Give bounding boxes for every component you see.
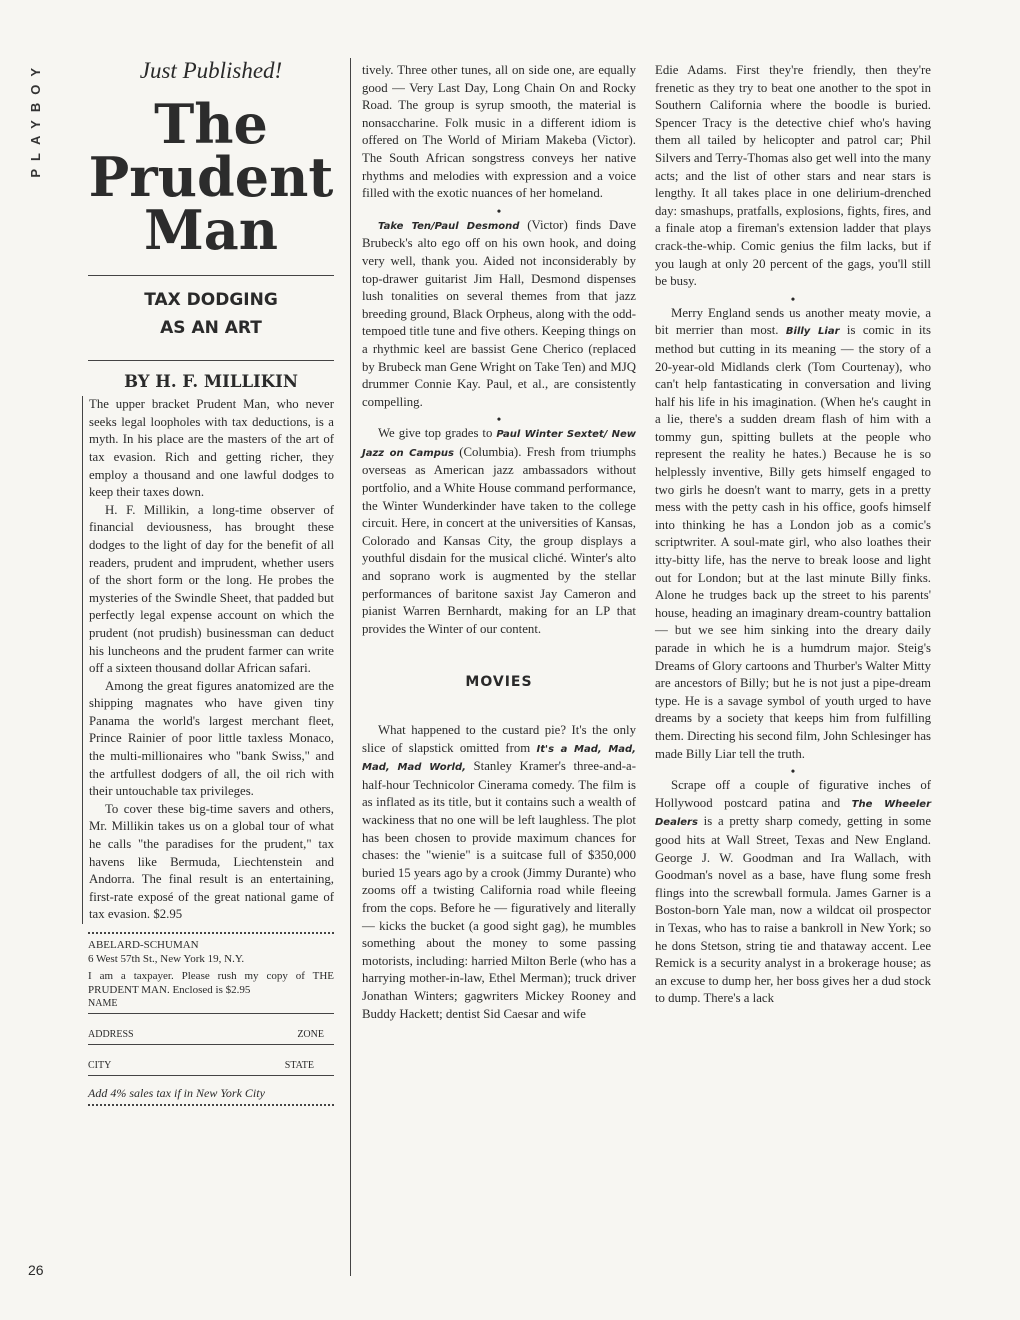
order-coupon <box>88 932 334 1106</box>
separator-dot: • <box>496 203 502 218</box>
review-text: Stanley Kramer's three-and-a-half-hour Technicolor Cinerama comedy. The film is as inflated as its title, but it contains such a wealth of wackiness that no one will be left laughless. The plot has been chosen to provide maximum chances for chases: the "wienie" is a suitcase full of $350,000 buried 15 years ago by a crook (Jimmy Durante) who zooms off a twisting California road while fleeing from the cops. Before he — figuratively and literally — kicks the bucket (a good sight gag), he mumbles something about the money to some passing motorists, including: harried Milton Berle (who has a harrying mother-in-law, Ethel Merman); truck driver Jonathan Winters; gagwriters Mickey Rooney and Buddy Hackett; dentist Sid Caesar and wife <box>362 759 636 1021</box>
review-text: Scrape off a couple of figurative inches of Hollywood postcard patina and <box>655 778 931 810</box>
subtitle-line: AS AN ART <box>160 317 262 338</box>
review-text: is a pretty sharp comedy, getting in some good hits at Wall Street, Texas and New England. George J. W. Goodman and Ira Wallach, with Goodman's novel as a base, have flung some fresh flings into the screwball formula. James Garner is a Boston-born Yale man, now a wildcat oil prospector in Texas, who has to raise a bankroll in New York; so he dons Stetson, string tie and thataway accent. Lee Remick is a security analyst in a brokerage house; as an excuse to dump her, her boss gives her a dud stock to dump. There's a lack <box>655 814 931 1006</box>
title-line: The <box>154 91 268 156</box>
review-column-3 <box>655 62 931 1008</box>
city-field[interactable] <box>88 1045 334 1076</box>
title-line: Prudent <box>88 144 334 209</box>
book-subtitle <box>88 286 334 342</box>
address-field[interactable] <box>88 1014 334 1045</box>
state-label: STATE <box>284 1060 314 1071</box>
publisher-name: ABELARD-SCHUMAN <box>88 939 199 951</box>
book-title <box>88 91 334 262</box>
magazine-running-head: PLAYBOY <box>28 60 43 178</box>
divider <box>88 360 334 361</box>
review-column-2 <box>362 62 636 1023</box>
book-advertisement <box>88 58 334 1106</box>
subtitle-line: TAX DODGING <box>144 289 278 310</box>
review-text: is comic in its method but cutting in its meaning — the story of a 20-year-old Midlands clerk (Tom Courtenay), who can't help fantasticating in conversation and living half his life in his imagination. (When he's caught in a lie, there's a sudden dream flash of him with a tommy gun, spitting bullets at the people who represent the reality he hates.) Because he is so helplessly inventive, Billy gets himself engaged to two girls he doesn't want to marry, gets in a pretty mess with the petty cash in his office, goofs himself into thinking he has a London job as a comic's scriptwriter. A soul-mate girl, who also loathes their itty-bitty life, has the nerve to break loose and light out for London; but at the last minute Billy finks. Alone he trudges back up the street to his parents' house, heading an imaginary dream-country battalion — but we see him sinking into the dreary daily parade in which he is a humdrum major. Steig's Dreams of Glory cartoons and Thurber's Walter Mitty are ancestors of Billy; but he is not just a pipe-dream type. He is a savage symbol of youth urged to have dreams by a society that keeps him from fulfilling them. Directing his second film, John Schlesinger has made Billy Liar tell the truth. <box>655 323 931 761</box>
page-number: 26 <box>28 1262 44 1278</box>
film-title: Billy Liar <box>785 326 840 338</box>
review-paragraph: Edie Adams. First they're friendly, then they're frenetic as they try to beat one another to the spot in Southern California where the boodle is buried. Spencer Tracy is the detective chief who's having them all tailed by helicopter and patrol car; Phil Silvers and Terry-Thomas also get well into the many acts; and the list of other stars and near stars is lengthy. It all takes place in one delirium-drenched day: smashups, pratfalls, explosions, fights, fires, and a finale atop a fireman's extension ladder that plays crack-the-whip. Comic genius the film lacks, but if you laugh at only 20 percent of the gags, you'll still be busy. <box>655 63 931 289</box>
separator-dot: • <box>790 764 796 779</box>
album-title: Paul Winter Sextet/ New Jazz on Campus <box>362 429 636 459</box>
review-text: (Columbia). Fresh from triumphs overseas as American jazz ambassadors without portfolio, and a White House command performance, the Winter Wunderkinder have taken to the college circuit. Here, in concert at the universities of Kansas, Colorado and Kansas City, the group displays a youthful disdain for the musical cliché. Winter's alto and soprano work is augmented by the stellar performances of baritone saxist Jay Cameron and pianist Warren Bernhardt, making for an LP that provides the Winter of our content. <box>362 444 636 636</box>
film-title: The Wheeler Dealers <box>655 798 932 829</box>
review-text: We give top grades to <box>378 426 497 441</box>
review-paragraph: tively. Three other tunes, all on side one, are equally good — Very Last Day, Long Chain On and Rocky Road. The group is syrup smooth, the material is nonsaccharine. Folk music in a different idiom is offered on The World of Miriam Makeba (Victor). The South African songstress conveys her native rhythms and melodies with expression and a voice filled with the exotic nuances of her homeland. <box>362 63 636 201</box>
city-label: CITY <box>88 1060 112 1071</box>
review-paragraph <box>362 722 636 1023</box>
review-text: (Victor) finds Dave Brubeck's alto ego off on his own hook, and doing very well, thank you. Aided not inconsiderably by top-drawer guitarist Jim Hall, Desmond dispenses lush tonalities on several themes from that jazz breeding ground, Black Orpheus, along with the odd-tempoed title tune and five others. Keeping things on a rhythmic keel are bassist Gene Cherico (replaced by Brubeck man Gene Wright on Take Ten) and MJQ drummer Connie Kay. Paul, et al., are consistently compelling. <box>362 217 636 409</box>
film-title: It's a Mad, Mad, Mad, Mad World, <box>362 743 636 774</box>
name-field[interactable] <box>88 997 334 1014</box>
ad-body <box>82 396 334 924</box>
review-paragraph <box>362 217 636 412</box>
ad-paragraph: The upper bracket Prudent Man, who never seeks legal loopholes with tax deductions, is a myth. In his place are the masters of the art of tax evasion. Rich and getting richer, they employ a thousand and one lawful dodges to keep their taxes down. <box>89 397 334 500</box>
address-label: ADDRESS <box>88 1029 134 1040</box>
review-text: Merry England sends us another meaty movie, a bit merrier than most. <box>655 305 931 338</box>
review-paragraph <box>362 425 636 638</box>
zone-label: ZONE <box>297 1029 324 1040</box>
section-heading: MOVIES <box>465 674 533 691</box>
ad-kicker: Just Published! <box>139 58 283 83</box>
separator-dot: • <box>496 412 502 427</box>
divider <box>88 275 334 276</box>
separator-dot: • <box>790 291 796 306</box>
ad-paragraph: Among the great figures anatomized are the shipping magnates who have given tiny Panama the world's largest merchant fleet, Prince Rainier of poor little taxless Monaco, the multi-millionaires who "bank Swiss," and the artfullest dodgers of all, the oil rich with their untouchable tax privileges. <box>89 678 334 799</box>
ad-paragraph: To cover these big-time savers and others, Mr. Millikin takes us on a global tour of what he calls "the paradises for the prudent," tax havens like Bermuda, Liechtenstein and Andorra. The final result is an entertaining, first-rate exposé of the great national game of tax evasion. $2.95 <box>89 801 334 922</box>
byline: BY H. F. MILLIKIN <box>124 371 298 391</box>
publisher-address: 6 West 57th St., New York 19, N.Y. <box>88 953 245 965</box>
review-paragraph <box>655 305 931 763</box>
order-request: I am a taxpayer. Please rush my copy of THE PRUDENT MAN. Enclosed is $2.95 <box>88 970 334 996</box>
name-label: NAME <box>88 998 118 1009</box>
title-line: Man <box>143 197 279 262</box>
review-paragraph <box>655 777 931 1008</box>
album-title: Take Ten/Paul Desmond <box>378 220 520 232</box>
ad-paragraph: H. F. Millikin, a long-time observer of financial deviousness, has brought these dodges to the light of day for the benefit of all readers, prudent and imprudent, whether users of the short form or the long. He probes the mysteries of the Swindle Sheet, that padded but perfectly legal expense account on which the prudent (not prudish) businessman can deduct his luncheons and the prudent farmer can write off a sixteen thousand dollar African safari. <box>89 502 334 676</box>
review-text: What happened to the custard pie? It's the only slice of slapstick omitted from <box>362 723 636 755</box>
sales-tax-note: Add 4% sales tax if in New York City <box>88 1086 265 1100</box>
